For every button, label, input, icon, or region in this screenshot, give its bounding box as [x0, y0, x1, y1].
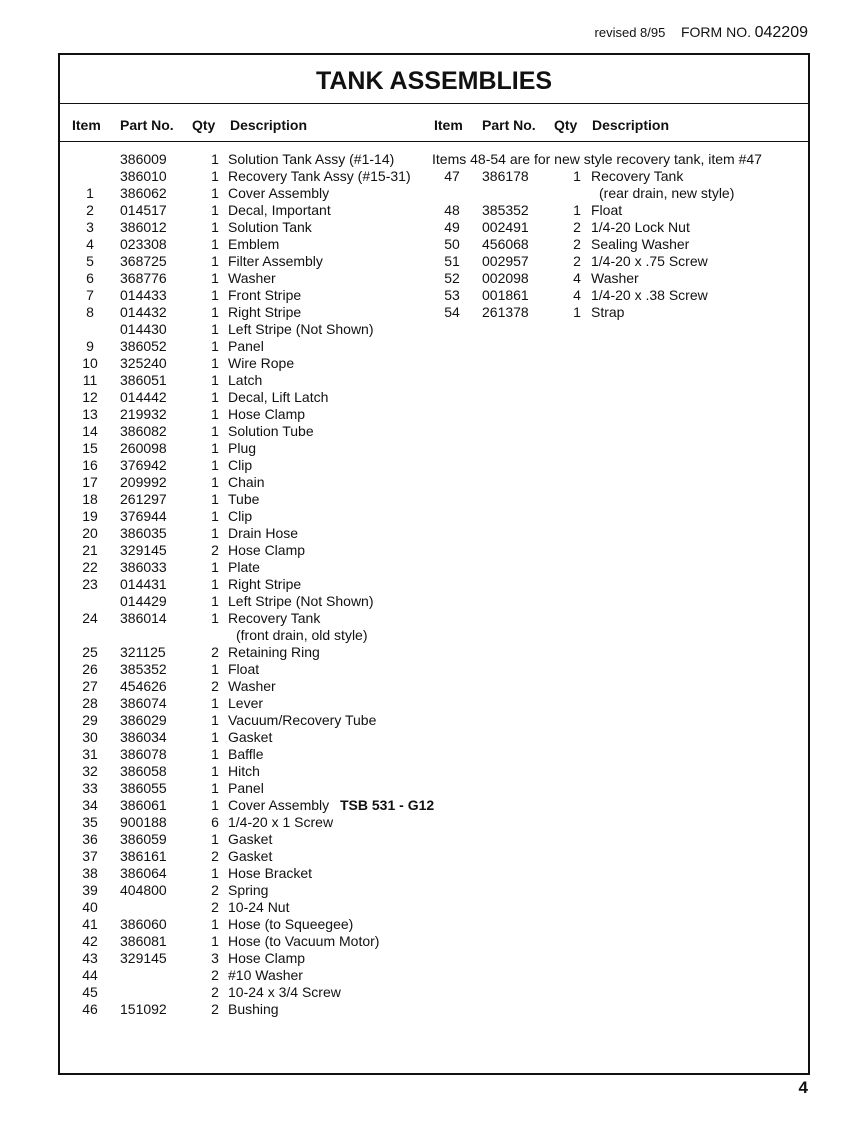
item-number: 22 — [82, 559, 98, 575]
item-number: 30 — [82, 729, 98, 745]
table-row — [60, 746, 800, 763]
table-row — [60, 831, 800, 848]
part-number: 014432 — [120, 304, 167, 320]
quantity: 1 — [573, 304, 581, 320]
quantity: 1 — [211, 457, 219, 473]
quantity: 1 — [211, 508, 219, 524]
quantity: 1 — [211, 916, 219, 932]
revision-info — [595, 24, 808, 42]
part-number: 386035 — [120, 525, 167, 541]
description: Chain — [228, 474, 265, 490]
table-row — [60, 168, 800, 185]
description: Strap — [591, 304, 625, 320]
item-number: 19 — [82, 508, 98, 524]
item-number: 23 — [82, 576, 98, 592]
quantity: 1 — [211, 168, 219, 184]
part-number: 260098 — [120, 440, 167, 456]
table-row — [60, 185, 800, 202]
table-row — [60, 355, 800, 372]
description: Hose Clamp — [228, 950, 306, 966]
description: Clip — [228, 508, 253, 524]
quantity: 1 — [211, 695, 219, 711]
quantity: 1 — [211, 338, 219, 354]
item-number: 10 — [82, 355, 98, 371]
part-number: 014442 — [120, 389, 167, 405]
part-number: 376944 — [120, 508, 167, 524]
part-number: 001861 — [482, 287, 529, 303]
quantity: 1 — [211, 474, 219, 490]
item-number: 17 — [82, 474, 98, 490]
description: Tube — [228, 491, 260, 507]
description: Latch — [228, 372, 263, 388]
description: Washer — [228, 270, 276, 286]
part-number: 321125 — [120, 644, 166, 660]
description: Front Stripe — [228, 287, 302, 303]
quantity: 1 — [211, 270, 219, 286]
part-number: 014517 — [120, 202, 167, 218]
part-number: 900188 — [120, 814, 167, 830]
description: Bushing — [228, 1001, 279, 1017]
quantity: 4 — [573, 270, 581, 286]
quantity: 2 — [211, 644, 219, 660]
table-row — [60, 457, 800, 474]
item-number: 47 — [444, 168, 460, 184]
quantity: 1 — [211, 661, 219, 677]
table-row — [60, 491, 800, 508]
quantity: 3 — [211, 950, 219, 966]
quantity: 2 — [211, 542, 219, 558]
page-title: TANK ASSEMBLIES — [60, 55, 808, 104]
part-number: 329145 — [120, 950, 167, 966]
quantity: 1 — [211, 236, 219, 252]
description: 1/4-20 x .38 Screw — [591, 287, 708, 303]
part-number: 002491 — [482, 219, 529, 235]
part-number: 014430 — [120, 321, 167, 337]
description: Baffle — [228, 746, 264, 762]
part-number: 386051 — [120, 372, 167, 388]
table-row — [60, 933, 800, 950]
table-row — [60, 440, 800, 457]
table-row — [60, 695, 800, 712]
part-number: 386052 — [120, 338, 167, 354]
part-number: 386064 — [120, 865, 167, 881]
table-row — [60, 202, 800, 219]
col-desc-right: Description — [592, 117, 670, 133]
description: Right Stripe — [228, 576, 302, 592]
description: 10-24 Nut — [228, 899, 290, 915]
quantity: 1 — [211, 423, 219, 439]
quantity: 1 — [211, 712, 219, 728]
item-number: 7 — [86, 287, 94, 303]
description: Recovery Tank Assy (#15-31) — [228, 168, 411, 184]
item-number: 52 — [444, 270, 460, 286]
revised-date: revised 8/95 — [594, 25, 666, 40]
item-number: 4 — [86, 236, 94, 252]
quantity: 1 — [211, 525, 219, 541]
table-row — [60, 576, 800, 593]
description: Gasket — [228, 831, 273, 847]
form-label: FORM NO. — [680, 24, 751, 40]
description: Plug — [228, 440, 257, 456]
quantity: 2 — [211, 899, 219, 915]
part-number: 386055 — [120, 780, 167, 796]
col-desc: Description — [230, 117, 308, 133]
description: Lever — [228, 695, 264, 711]
part-number: 386178 — [482, 168, 529, 184]
description: Hitch — [228, 763, 260, 779]
item-number: 40 — [82, 899, 98, 915]
table-row — [60, 865, 800, 882]
description: 10-24 x 3/4 Screw — [228, 984, 341, 1000]
part-number: 151092 — [120, 1001, 167, 1017]
item-number: 15 — [82, 440, 98, 456]
table-row — [60, 321, 800, 338]
description: #10 Washer — [228, 967, 303, 983]
description: Gasket — [228, 729, 273, 745]
part-number: 385352 — [120, 661, 167, 677]
description: Vacuum/Recovery Tube — [228, 712, 377, 728]
part-number: 002098 — [482, 270, 529, 286]
description: 1/4-20 x .75 Screw — [591, 253, 708, 269]
table-row — [60, 219, 800, 236]
item-number: 11 — [82, 372, 98, 388]
item-number: 25 — [82, 644, 98, 660]
part-number: 386033 — [120, 559, 167, 575]
item-number: 54 — [444, 304, 460, 320]
part-number: 368776 — [120, 270, 167, 286]
description: Solution Tank Assy (#1-14) — [228, 151, 395, 167]
part-number: 386060 — [120, 916, 167, 932]
quantity: 1 — [211, 372, 219, 388]
description: Sealing Washer — [591, 236, 690, 252]
item-number: 13 — [82, 406, 98, 422]
col-qty: Qty — [192, 117, 216, 133]
table-row — [60, 287, 800, 304]
description: Left Stripe (Not Shown) — [228, 593, 374, 609]
quantity: 2 — [211, 848, 219, 864]
item-number: 46 — [82, 1001, 98, 1017]
item-number: 5 — [86, 253, 94, 269]
quantity: 1 — [211, 253, 219, 269]
part-number: 329145 — [120, 542, 167, 558]
table-row — [60, 763, 800, 780]
quantity: 4 — [573, 287, 581, 303]
part-number: 376942 — [120, 457, 167, 473]
part-number: 386034 — [120, 729, 167, 745]
part-number: 002957 — [482, 253, 529, 269]
table-row — [60, 474, 800, 491]
table-row — [60, 525, 800, 542]
table-header — [60, 105, 808, 142]
table-row — [60, 338, 800, 355]
part-number: 454626 — [120, 678, 167, 694]
item-number: 44 — [82, 967, 98, 983]
table-row — [60, 882, 800, 899]
table-row — [60, 661, 800, 678]
table-row — [60, 984, 800, 1001]
part-number: 404800 — [120, 882, 167, 898]
table-row — [60, 542, 800, 559]
item-number: 33 — [82, 780, 98, 796]
description: Cover Assembly — [228, 797, 330, 813]
item-number: 39 — [82, 882, 98, 898]
description: Hose (to Squeegee) — [228, 916, 354, 932]
part-number: 023308 — [120, 236, 167, 252]
part-number: 209992 — [120, 474, 167, 490]
item-number: 9 — [86, 338, 94, 354]
part-number: 386082 — [120, 423, 167, 439]
description: Recovery Tank — [591, 168, 684, 184]
description: Wire Rope — [228, 355, 295, 371]
table-row — [60, 780, 800, 797]
part-number: 386081 — [120, 933, 167, 949]
part-number: 325240 — [120, 355, 167, 371]
item-number: 2 — [86, 202, 94, 218]
item-number: 42 — [82, 933, 98, 949]
quantity: 1 — [211, 304, 219, 320]
description: Clip — [228, 457, 253, 473]
part-number: 385352 — [482, 202, 529, 218]
part-number: 386161 — [120, 848, 167, 864]
table-row — [60, 423, 800, 440]
part-number: 386058 — [120, 763, 167, 779]
description: Washer — [591, 270, 639, 286]
quantity: 2 — [573, 219, 581, 235]
description: Decal, Important — [228, 202, 331, 218]
quantity: 2 — [211, 1001, 219, 1017]
description: (rear drain, new style) — [599, 185, 735, 201]
quantity: 1 — [211, 389, 219, 405]
quantity: 1 — [211, 440, 219, 456]
item-number: 6 — [86, 270, 94, 286]
description: 1/4-20 x 1 Screw — [228, 814, 334, 830]
quantity: 1 — [211, 559, 219, 575]
description: Float — [228, 661, 260, 677]
col-part-right: Part No. — [482, 117, 536, 133]
quantity: 2 — [211, 678, 219, 694]
quantity: 1 — [211, 933, 219, 949]
quantity: 1 — [211, 729, 219, 745]
service-bulletin: TSB 531 - G12 — [340, 797, 435, 813]
description: Hose Clamp — [228, 542, 306, 558]
table-row — [60, 797, 800, 814]
table-row — [60, 270, 800, 287]
quantity: 2 — [211, 984, 219, 1000]
description: Emblem — [228, 236, 280, 252]
part-number: 386029 — [120, 712, 167, 728]
table-row — [60, 1001, 800, 1018]
description: Right Stripe — [228, 304, 302, 320]
right-column-note: Items 48-54 are for new style recovery tank, item #47 — [432, 151, 762, 167]
description: Solution Tube — [228, 423, 314, 439]
quantity: 2 — [211, 967, 219, 983]
quantity: 2 — [211, 882, 219, 898]
part-number: 014431 — [120, 576, 167, 592]
quantity: 1 — [211, 610, 219, 626]
table-row — [60, 712, 800, 729]
description: Panel — [228, 338, 264, 354]
item-number: 37 — [82, 848, 98, 864]
item-number: 50 — [444, 236, 460, 252]
item-number: 20 — [82, 525, 98, 541]
item-number: 45 — [82, 984, 98, 1000]
table-row — [60, 950, 800, 967]
part-number: 261378 — [482, 304, 529, 320]
description: Hose (to Vacuum Motor) — [228, 933, 380, 949]
item-number: 3 — [86, 219, 94, 235]
table-row — [60, 644, 800, 661]
part-number: 386014 — [120, 610, 167, 626]
item-number: 51 — [444, 253, 460, 269]
table-row — [60, 814, 800, 831]
item-number: 38 — [82, 865, 98, 881]
table-row — [60, 729, 800, 746]
description: Filter Assembly — [228, 253, 323, 269]
form-number: 042209 — [754, 24, 808, 41]
part-number: 386061 — [120, 797, 167, 813]
part-number: 219932 — [120, 406, 167, 422]
table-row — [60, 559, 800, 576]
part-number: 386062 — [120, 185, 167, 201]
col-item: Item — [72, 117, 101, 133]
quantity: 2 — [573, 236, 581, 252]
parts-table — [58, 53, 810, 1075]
table-row — [60, 372, 800, 389]
quantity: 1 — [211, 593, 219, 609]
item-number: 48 — [444, 202, 460, 218]
table-row — [60, 389, 800, 406]
quantity: 1 — [211, 219, 219, 235]
item-number: 32 — [82, 763, 98, 779]
item-number: 8 — [86, 304, 94, 320]
quantity: 6 — [211, 814, 219, 830]
item-number: 27 — [82, 678, 98, 694]
table-row — [60, 967, 800, 984]
description: (front drain, old style) — [236, 627, 368, 643]
description: Retaining Ring — [228, 644, 320, 660]
quantity: 1 — [211, 202, 219, 218]
part-number: 456068 — [482, 236, 529, 252]
description: Washer — [228, 678, 276, 694]
item-number: 1 — [86, 185, 94, 201]
quantity: 1 — [211, 797, 219, 813]
description: Left Stripe (Not Shown) — [228, 321, 374, 337]
description: Decal, Lift Latch — [228, 389, 329, 405]
part-number: 386009 — [120, 151, 167, 167]
item-number: 41 — [82, 916, 98, 932]
col-item-right: Item — [434, 117, 463, 133]
table-row — [60, 304, 800, 321]
table-row — [60, 508, 800, 525]
part-number: 261297 — [120, 491, 167, 507]
table-row — [60, 406, 800, 423]
table-row — [60, 678, 800, 695]
part-number: 014433 — [120, 287, 167, 303]
col-part: Part No. — [120, 117, 174, 133]
item-number: 18 — [82, 491, 98, 507]
table-row — [60, 848, 800, 865]
table-row — [60, 253, 800, 270]
quantity: 1 — [211, 151, 219, 167]
part-number: 386078 — [120, 746, 167, 762]
description: Plate — [228, 559, 260, 575]
quantity: 1 — [211, 746, 219, 762]
item-number: 36 — [82, 831, 98, 847]
description: Panel — [228, 780, 264, 796]
part-number: 014429 — [120, 593, 167, 609]
description: Float — [591, 202, 623, 218]
col-qty-right: Qty — [554, 117, 578, 133]
quantity: 1 — [211, 831, 219, 847]
quantity: 1 — [211, 763, 219, 779]
item-number: 12 — [82, 389, 98, 405]
part-number: 386010 — [120, 168, 167, 184]
description: Drain Hose — [228, 525, 299, 541]
item-number: 14 — [82, 423, 98, 439]
item-number: 21 — [82, 542, 98, 558]
item-number: 24 — [82, 610, 98, 626]
item-number: 16 — [82, 457, 98, 473]
quantity: 1 — [211, 865, 219, 881]
table-row — [60, 899, 800, 916]
item-number: 53 — [444, 287, 460, 303]
item-number: 34 — [82, 797, 98, 813]
table-row — [60, 916, 800, 933]
quantity: 1 — [211, 576, 219, 592]
table-row — [60, 610, 800, 627]
description: Recovery Tank — [228, 610, 321, 626]
description: 1/4-20 Lock Nut — [591, 219, 690, 235]
quantity: 1 — [211, 406, 219, 422]
item-number: 31 — [82, 746, 98, 762]
table-row — [60, 627, 800, 644]
part-number: 386012 — [120, 219, 167, 235]
description: Solution Tank — [228, 219, 312, 235]
table-row — [60, 236, 800, 253]
item-number: 29 — [82, 712, 98, 728]
quantity: 1 — [211, 491, 219, 507]
item-number: 49 — [444, 219, 460, 235]
description: Cover Assembly — [228, 185, 330, 201]
quantity: 1 — [211, 287, 219, 303]
quantity: 1 — [211, 321, 219, 337]
description: Hose Clamp — [228, 406, 306, 422]
item-number: 35 — [82, 814, 98, 830]
description: Hose Bracket — [228, 865, 313, 881]
item-number: 28 — [82, 695, 98, 711]
quantity: 1 — [573, 168, 581, 184]
part-number: 368725 — [120, 253, 167, 269]
page-number: 4 — [798, 1078, 808, 1097]
quantity: 1 — [573, 202, 581, 218]
quantity: 1 — [211, 355, 219, 371]
quantity: 1 — [211, 185, 219, 201]
table-row — [60, 593, 800, 610]
item-number: 43 — [82, 950, 98, 966]
description: Spring — [228, 882, 269, 898]
part-number: 386059 — [120, 831, 167, 847]
description: Gasket — [228, 848, 273, 864]
quantity: 2 — [573, 253, 581, 269]
item-number: 26 — [82, 661, 98, 677]
part-number: 386074 — [120, 695, 167, 711]
table-row — [60, 151, 800, 168]
quantity: 1 — [211, 780, 219, 796]
